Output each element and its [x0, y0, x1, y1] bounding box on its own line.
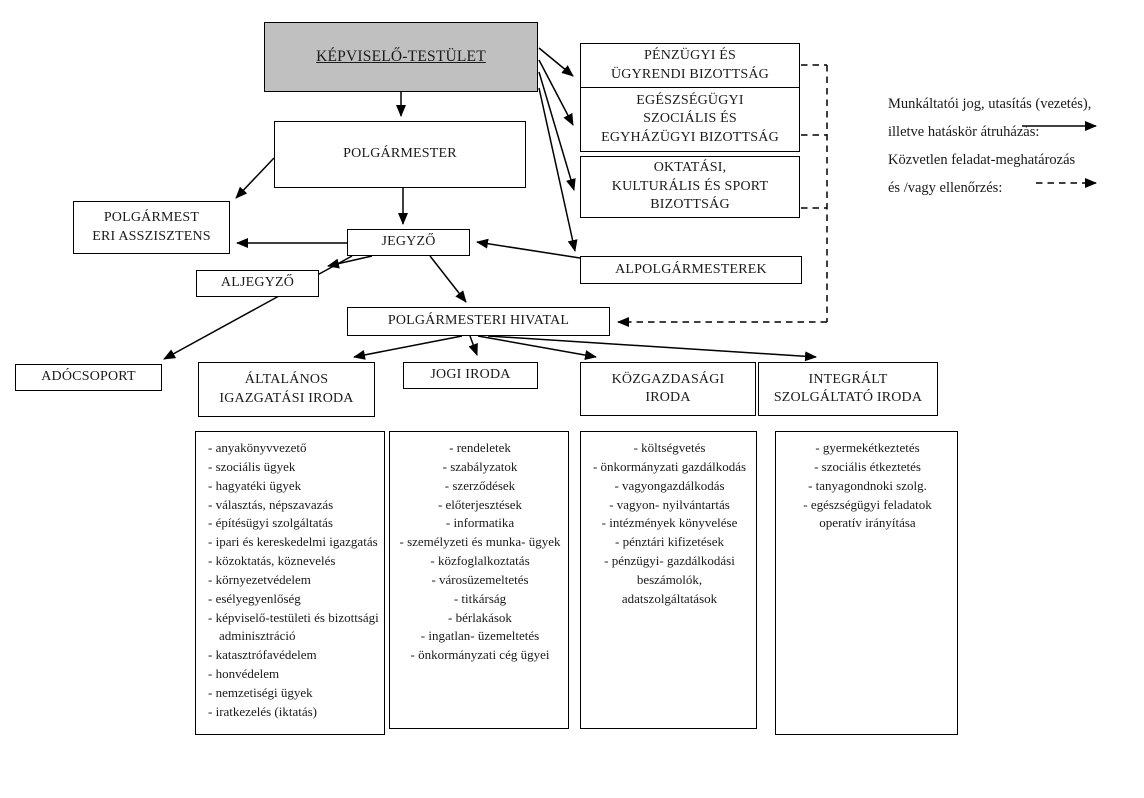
node-label: IRODA — [645, 390, 691, 405]
node-altalanos-igazgatasi-iroda — [198, 362, 375, 417]
task-item: - személyzeti és munka- ügyek — [399, 534, 561, 550]
arrow-polgarmester-to-asszisztens — [236, 158, 274, 198]
arrow-testulet-to-penzugyi — [539, 48, 573, 76]
task-item: - tanyagondnoki szolg. — [808, 477, 927, 493]
node-label: KÖZGAZDASÁGI — [611, 371, 725, 387]
task-item: - közfoglalkoztatás — [430, 553, 530, 569]
node-label: EGYHÁZÜGYI BIZOTTSÁG — [601, 129, 779, 145]
node-label: KULTURÁLIS ÉS SPORT — [611, 178, 769, 194]
task-item: - költségvetés — [633, 440, 706, 455]
task-item: - építésügyi szolgáltatás — [208, 515, 333, 531]
node-jogi-iroda — [403, 362, 538, 389]
node-label: ALJEGYZŐ — [220, 275, 295, 291]
node-label: ADÓCSOPORT — [41, 369, 136, 385]
task-item: - ipari és kereskedelmi igazgatás — [208, 534, 378, 550]
node-polgarmesteri-hivatal — [347, 307, 610, 336]
task-item: - honvédelem — [208, 666, 280, 682]
task-item: - önkormányzati gazdálkodás — [592, 458, 747, 474]
task-item: - választás, népszavazás — [208, 496, 334, 512]
legend-line: Munkáltatói jog, utasítás (vezetés), — [888, 96, 1092, 112]
arrow-testulet-to-egeszsegugyi — [539, 60, 573, 125]
node-label: ÁLTALÁNOS — [244, 372, 329, 388]
task-item: - gyermekétkeztetés — [815, 440, 920, 455]
task-item: - informatika — [445, 515, 515, 531]
legend-line: Közvetlen feladat-meghatározás — [888, 152, 1076, 168]
node-aljegyzo — [196, 270, 319, 297]
node-label: ÜGYRENDI BIZOTTSÁG — [611, 66, 769, 82]
node-oktatasi-bizottsag — [580, 156, 800, 218]
task-item: - szociális étkeztetés — [814, 458, 921, 474]
task-item: - titkárság — [453, 590, 507, 606]
legend-line: illetve hatáskör átruházás: — [888, 124, 1040, 140]
arrow-testulet-to-alpolgarmesterek — [539, 88, 575, 251]
arrow-jegyzo-to-hivatal — [430, 256, 466, 302]
node-label: SZOLGÁLTATÓ IRODA — [773, 390, 923, 405]
task-item: - pénztári kifizetések — [615, 534, 724, 550]
node-polgarmester — [274, 121, 526, 188]
node-egeszsegugyi-bizottsag — [580, 87, 800, 152]
node-label: EGÉSZSÉGÜGYI — [636, 92, 744, 108]
node-label: ALPOLGÁRMESTEREK — [615, 261, 767, 277]
task-item: - vagyongazdálkodás — [614, 477, 725, 493]
node-polgarmesteri-asszisztens — [73, 201, 230, 254]
node-label: OKTATÁSI, — [653, 160, 727, 176]
arrow-alpolgarmesterek-to-jegyzo — [477, 242, 580, 258]
node-label: POLGÁRMESTER — [343, 146, 457, 162]
node-adocsoport — [15, 364, 162, 391]
legend-line: és /vagy ellenőrzés: — [888, 180, 1003, 196]
task-item: - katasztrófavédelem — [208, 647, 317, 663]
node-label: KÉPVISELŐ-TESTÜLET — [316, 47, 486, 65]
node-label: INTEGRÁLT — [808, 371, 888, 387]
task-item: - intézmények könyvelése — [601, 515, 738, 531]
task-list-kozgazdasagi — [580, 431, 757, 729]
task-item: - rendeletek — [449, 440, 511, 455]
arrow-hivatal-to-jogi — [470, 336, 477, 355]
task-list-integralt — [775, 431, 958, 735]
task-item: - esélyegyenlőség — [208, 590, 301, 606]
node-penzugyi-bizottsag — [580, 43, 800, 88]
task-item: - szerződések — [444, 477, 516, 493]
task-item: - pénzügyi- gazdálkodási beszámolók, adatszolgáltatások — [604, 553, 735, 606]
node-label: BIZOTTSÁG — [650, 197, 730, 213]
task-item: - hagyatéki ügyek — [208, 477, 302, 493]
task-item: - előterjesztések — [437, 496, 523, 512]
task-item: - ingatlan- üzemeltetés — [420, 628, 540, 644]
node-integralt-szolgaltato-iroda — [758, 362, 938, 416]
node-kepviselo-testulet — [264, 22, 538, 92]
arrow-testulet-to-oktatasi — [539, 72, 574, 190]
task-item: - egészségügyi feladatok operatív irányítása — [803, 496, 932, 531]
task-item: - vagyon- nyilvántartás — [609, 496, 730, 512]
node-label: JEGYZŐ — [381, 234, 436, 250]
node-label: POLGÁRMEST — [103, 210, 200, 226]
node-label: POLGÁRMESTERI HIVATAL — [387, 313, 570, 329]
task-item: - bérlakások — [448, 609, 512, 625]
task-item: - iratkezelés (iktatás) — [208, 703, 317, 719]
node-jegyzo — [347, 229, 470, 256]
node-label: IGAZGATÁSI IRODA — [219, 390, 354, 406]
task-list-altalanos — [195, 431, 385, 735]
node-label: PÉNZÜGYI ÉS — [643, 48, 737, 64]
task-item: - környezetvédelem — [208, 571, 311, 587]
task-item: - szociális ügyek — [208, 458, 296, 474]
task-item: - városüzemeltetés — [431, 571, 529, 587]
task-item: - képviselő-testületi és bizottsági adminisztráció — [208, 609, 379, 644]
legend — [888, 90, 1138, 202]
task-item: - anyakönyvvezető — [208, 440, 307, 455]
task-list-jogi — [389, 431, 569, 729]
node-alpolgarmesterek — [580, 256, 802, 284]
task-item: - közoktatás, köznevelés — [208, 553, 336, 569]
node-label: SZOCIÁLIS ÉS — [643, 111, 737, 127]
node-kozgazdasagi-iroda — [580, 362, 756, 416]
task-item: - szabályzatok — [442, 458, 518, 474]
task-item: - önkormányzati cég ügyei — [410, 647, 550, 663]
node-label: JOGI IRODA — [430, 367, 511, 383]
arrow-hivatal-to-altalanos — [354, 336, 462, 357]
node-label: ERI ASSZISZTENS — [92, 228, 211, 244]
task-item: - nemzetiségi ügyek — [208, 684, 313, 700]
